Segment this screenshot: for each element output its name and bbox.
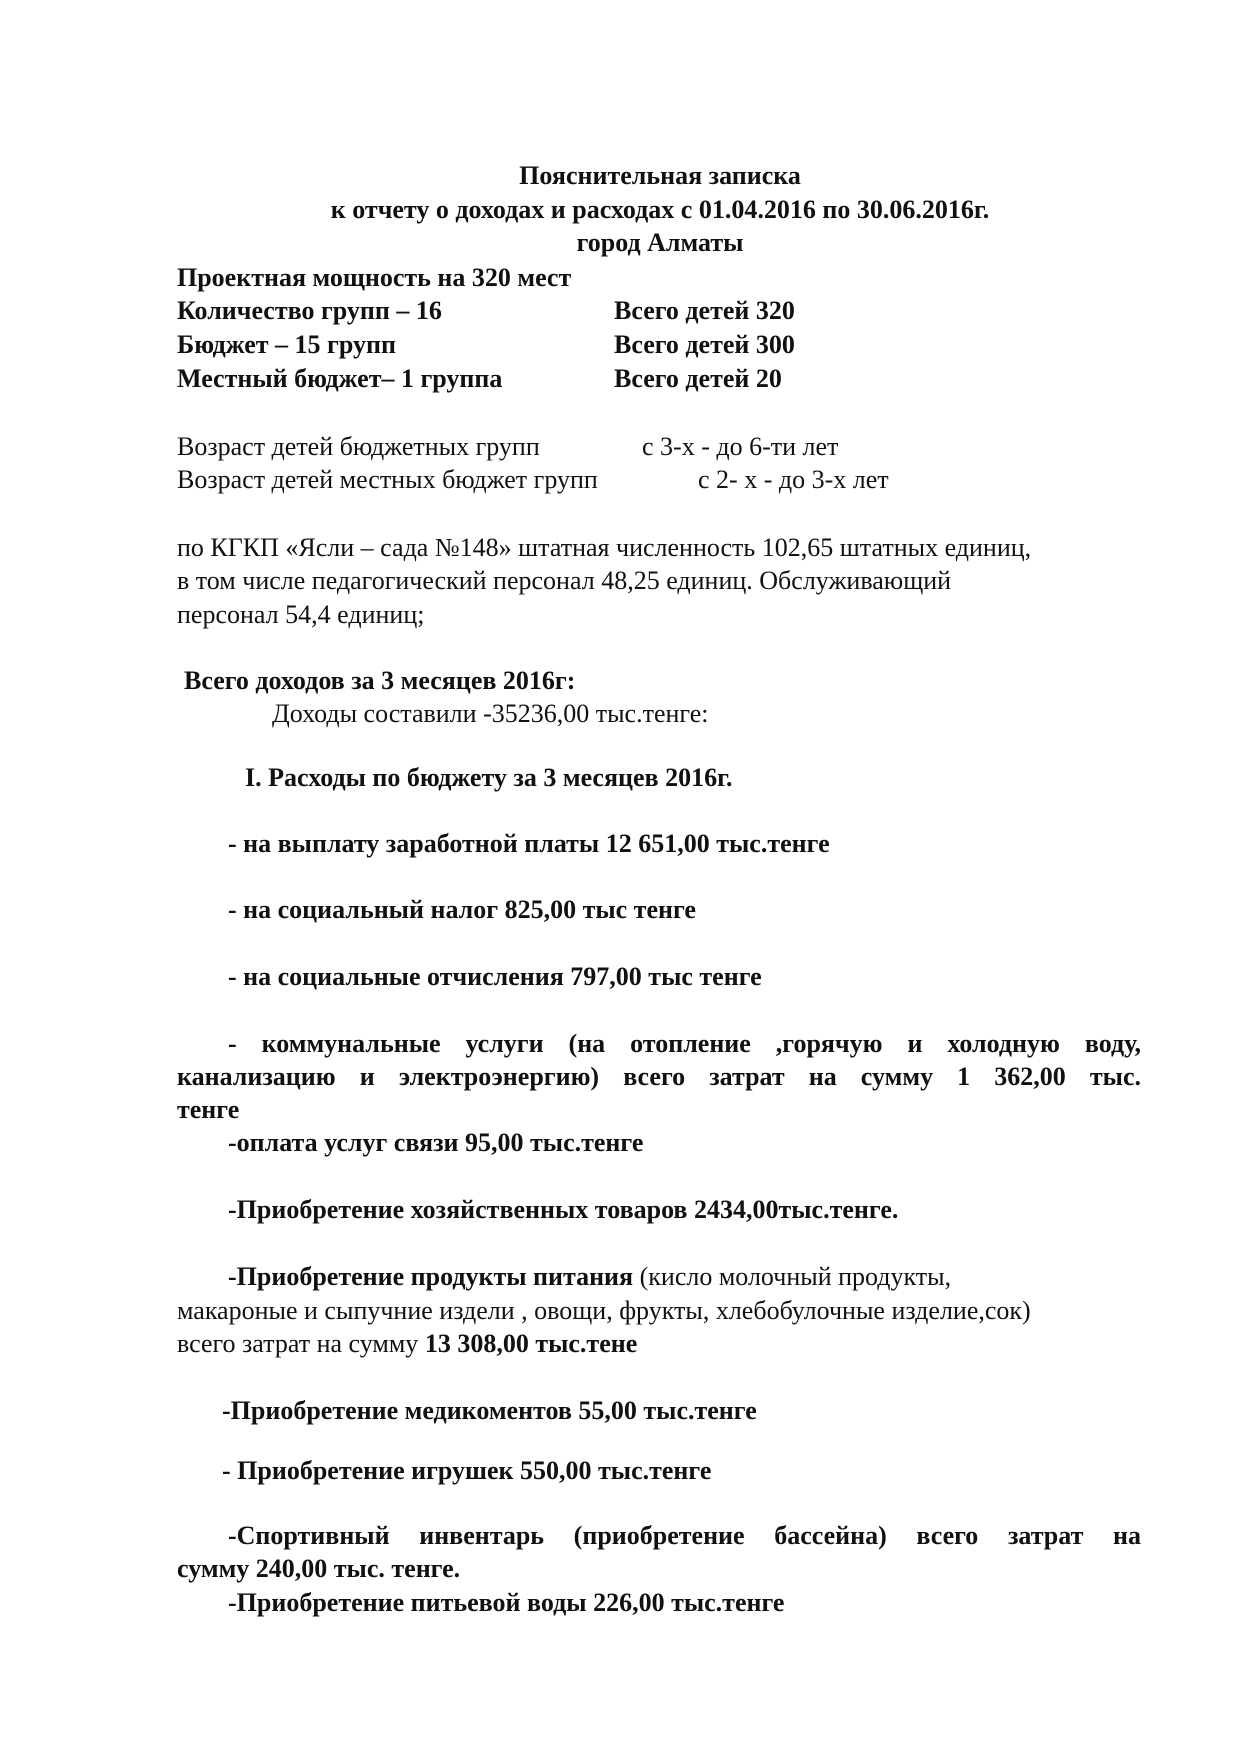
expense-medicine: -Приобретение медикоментов 55,00 тыс.тенге: [222, 1396, 757, 1425]
capacity-row: [177, 296, 877, 326]
expense-utilities-line: тенге: [177, 1095, 240, 1124]
expense-sport-line: -Спортивный инвентарь (приобретение бассейна) всего затрат на: [228, 1521, 1141, 1550]
expense-food-total: [177, 1329, 637, 1359]
staff-line: в том числе педагогический персонал 48,25 единиц. Обслуживающий: [177, 566, 952, 595]
expense-household: -Приобретение хозяйственных товаров 2434,00тыс.тенге.: [228, 1195, 899, 1224]
age-row-label: Возраст детей местных бюджет групп: [177, 465, 598, 494]
age-row-range: с 3-х - до 6-ти лет: [642, 432, 839, 461]
capacity-row-label: Местный бюджет– 1 группа: [177, 364, 503, 393]
capacity-row-label: Бюджет – 15 групп: [177, 330, 396, 359]
document-subtitle: к отчету о доходах и расходах с 01.04.2016 по 30.06.2016г.: [330, 195, 990, 224]
expense-social-tax: - на социальный налог 825,00 тыс тенге: [228, 895, 696, 924]
expense-food-total-value: 13 308,00 тыс.тене: [424, 1329, 638, 1358]
staff-line: персонал 54,4 единиц;: [177, 600, 425, 629]
staff-line: по КГКП «Ясли – сада №148» штатная численность 102,65 штатных единиц,: [177, 533, 1032, 562]
expense-sport-line: сумму 240,00 тыс. тенге.: [177, 1554, 461, 1583]
expense-utilities-line: - коммунальные услуги (на отопление ,горячую и холодную воду,: [228, 1029, 1141, 1058]
capacity-row-children: Всего детей 300: [614, 330, 795, 359]
age-row: [177, 465, 977, 495]
expenses-heading: I. Расходы по бюджету за 3 месяцев 2016г.: [245, 763, 733, 792]
expense-utilities-line: канализацию и электроэнергию) всего затрат на сумму 1 362,00 тыс.: [177, 1062, 1141, 1091]
expense-toys: - Приобретение игрушек 550,00 тыс.тенге: [222, 1456, 712, 1485]
expense-food: [228, 1262, 951, 1292]
expense-social-contributions: - на социальные отчисления 797,00 тыс тенге: [228, 962, 762, 991]
income-heading: Всего доходов за 3 месяцев 2016г:: [184, 666, 576, 695]
expense-salary: - на выплату заработной платы 12 651,00 тыс.тенге: [228, 829, 830, 858]
expense-food-detail: (кисло молочный продукты,: [633, 1262, 952, 1291]
expense-communication: -оплата услуг связи 95,00 тыс.тенге: [228, 1128, 644, 1157]
document-city: город Алматы: [576, 228, 744, 257]
document-title: Пояснительная записка: [519, 161, 801, 190]
expense-food-label: -Приобретение продукты питания: [228, 1262, 634, 1291]
income-text: Доходы составили -35236,00 тыс.тенге:: [272, 699, 709, 728]
design-capacity: Проектная мощность на 320 мест: [177, 263, 572, 292]
capacity-row-label: Количество групп – 16: [177, 296, 442, 325]
expense-food-total-prefix: всего затрат на сумму: [177, 1329, 425, 1358]
expense-food-detail-line: макароные и сыпучние издели , овощи, фрукты, хлебобулочные изделие,сок): [177, 1296, 1031, 1325]
capacity-row-children: Всего детей 20: [614, 364, 782, 393]
capacity-row-children: Всего детей 320: [614, 296, 795, 325]
age-row-label: Возраст детей бюджетных групп: [177, 432, 540, 461]
age-row-range: с 2- х - до 3-х лет: [698, 465, 889, 494]
age-row: [177, 432, 977, 462]
capacity-row: [177, 364, 877, 394]
expense-water: -Приобретение питьевой воды 226,00 тыс.тенге: [228, 1588, 785, 1617]
capacity-row: [177, 330, 877, 360]
